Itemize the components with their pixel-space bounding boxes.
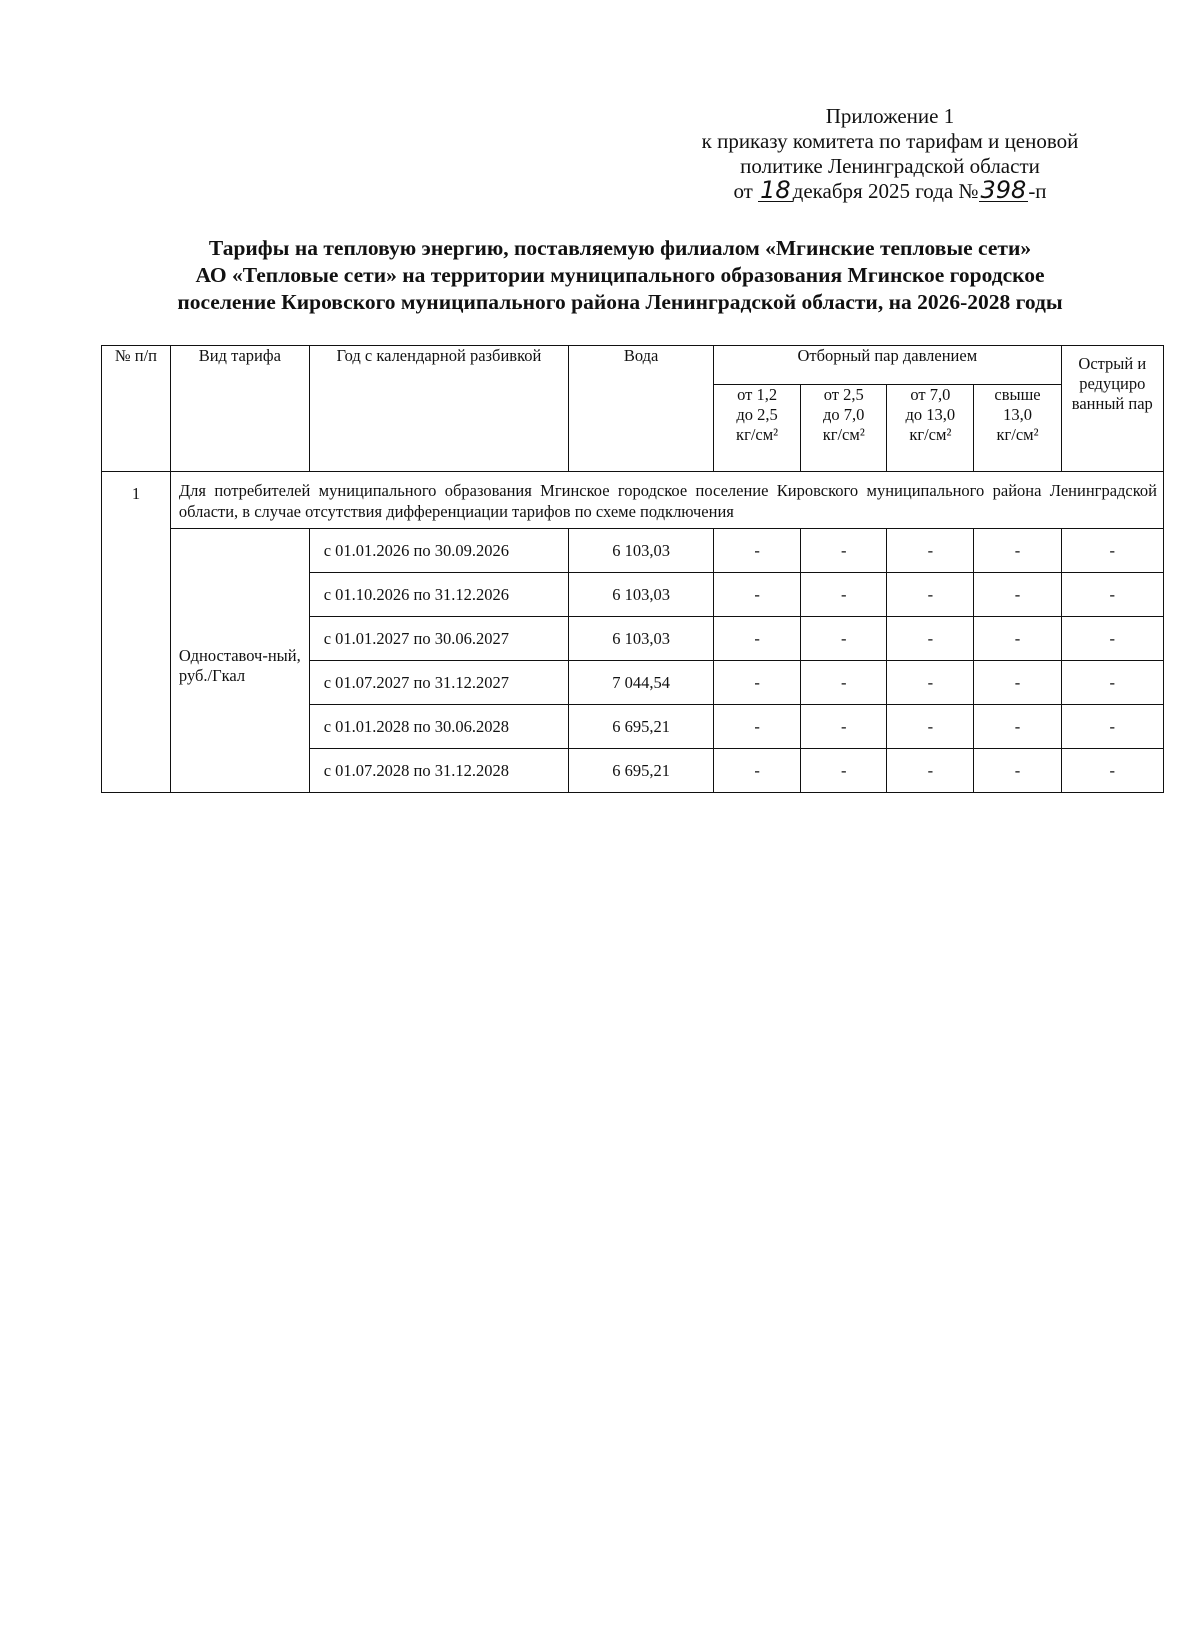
steam-2-value: - xyxy=(801,617,887,661)
water-value: 6 103,03 xyxy=(569,617,714,661)
steam-4-value: - xyxy=(974,529,1061,573)
steam-4-value: - xyxy=(974,749,1061,793)
handwritten-day: 18 xyxy=(760,176,791,204)
steam-1-value: - xyxy=(714,749,801,793)
period-cell: с 01.07.2027 по 31.12.2027 xyxy=(309,661,568,705)
sharp-steam-value: - xyxy=(1061,661,1163,705)
steam-3-value: - xyxy=(887,617,974,661)
table-row xyxy=(102,529,1164,573)
steam-3-line-2: до 13,0 xyxy=(905,405,956,424)
group-number: 1 xyxy=(102,472,171,793)
steam-3-value: - xyxy=(887,661,974,705)
steam-2-line-1: от 2,5 xyxy=(823,385,864,404)
period-cell: с 01.01.2026 по 30.09.2026 xyxy=(309,529,568,573)
steam-1-line-3: кг/см² xyxy=(736,425,779,444)
water-value: 6 695,21 xyxy=(569,705,714,749)
appendix-header xyxy=(640,104,1140,204)
sharp-steam-value: - xyxy=(1061,573,1163,617)
steam-2-line-2: до 7,0 xyxy=(823,405,865,424)
steam-2-value: - xyxy=(801,573,887,617)
water-value: 7 044,54 xyxy=(569,661,714,705)
title-line-1: Тарифы на тепловую энергию, поставляемую филиалом «Мгинские тепловые сети» xyxy=(208,236,1032,260)
water-value: 6 103,03 xyxy=(569,573,714,617)
appendix-date-line xyxy=(640,176,1140,204)
group-description: Для потребителей муниципального образования Мгинское городское поселение Кировского муниципального района Ленинградской области, в случае отсутствия дифференциации тарифов по схеме подключения xyxy=(170,472,1163,529)
steam-1-line-2: до 2,5 xyxy=(736,405,778,424)
steam-4-line-2: 13,0 xyxy=(1003,405,1032,424)
steam-2-value: - xyxy=(801,661,887,705)
water-value: 6 695,21 xyxy=(569,749,714,793)
steam-1-value: - xyxy=(714,617,801,661)
date-rest: декабря 2025 года № xyxy=(792,179,979,203)
steam-4-value: - xyxy=(974,617,1061,661)
title-line-3: поселение Кировского муниципального района Ленинградской области, на 2026-2028 годы xyxy=(177,290,1063,314)
header-year: Год с календарной разбивкой xyxy=(309,346,568,472)
period-cell: с 01.01.2027 по 30.06.2027 xyxy=(309,617,568,661)
steam-2-value: - xyxy=(801,749,887,793)
water-value: 6 103,03 xyxy=(569,529,714,573)
header-steam-2 xyxy=(801,385,887,472)
steam-2-value: - xyxy=(801,529,887,573)
steam-3-line-3: кг/см² xyxy=(909,425,952,444)
steam-4-line-3: кг/см² xyxy=(996,425,1039,444)
date-prefix: от xyxy=(733,179,753,203)
appendix-order-ref: к приказу комитета по тарифам и ценовой xyxy=(701,129,1079,153)
header-steam-4 xyxy=(974,385,1061,472)
steam-1-value: - xyxy=(714,573,801,617)
appendix-title: Приложение 1 xyxy=(825,104,955,128)
period-cell: с 01.07.2028 по 31.12.2028 xyxy=(309,749,568,793)
appendix-committee: политике Ленинградской области xyxy=(740,154,1040,178)
period-cell: с 01.10.2026 по 31.12.2026 xyxy=(309,573,568,617)
steam-2-line-3: кг/см² xyxy=(822,425,865,444)
steam-3-value: - xyxy=(887,573,974,617)
sharp-steam-value: - xyxy=(1061,617,1163,661)
header-steam-1 xyxy=(714,385,801,472)
steam-1-line-1: от 1,2 xyxy=(737,385,778,404)
steam-3-value: - xyxy=(887,705,974,749)
sharp-steam-value: - xyxy=(1061,705,1163,749)
steam-3-value: - xyxy=(887,529,974,573)
steam-3-line-1: от 7,0 xyxy=(910,385,951,404)
steam-4-line-1: свыше xyxy=(994,385,1041,404)
header-num: № п/п xyxy=(102,346,171,472)
header-row xyxy=(102,346,1164,385)
steam-1-value: - xyxy=(714,661,801,705)
handwritten-order-number: 398 xyxy=(980,176,1027,204)
header-steam: Отборный пар давлением xyxy=(714,346,1062,385)
tariff-table xyxy=(101,345,1164,793)
steam-2-value: - xyxy=(801,705,887,749)
header-steam-3 xyxy=(887,385,974,472)
steam-4-value: - xyxy=(974,661,1061,705)
steam-4-value: - xyxy=(974,705,1061,749)
period-cell: с 01.01.2028 по 30.06.2028 xyxy=(309,705,568,749)
title-line-2: АО «Тепловые сети» на территории муниципального образования Мгинское городское xyxy=(195,263,1045,287)
steam-4-value: - xyxy=(974,573,1061,617)
header-sharp-steam: Острый и редуциро ванный пар xyxy=(1061,346,1163,472)
document-title xyxy=(100,235,1140,316)
order-suffix: -п xyxy=(1028,179,1047,203)
sharp-steam-value: - xyxy=(1061,529,1163,573)
steam-1-value: - xyxy=(714,705,801,749)
sharp-steam-value: - xyxy=(1061,749,1163,793)
group-row xyxy=(102,472,1164,529)
steam-1-value: - xyxy=(714,529,801,573)
steam-3-value: - xyxy=(887,749,974,793)
header-water: Вода xyxy=(569,346,714,472)
tariff-type-cell: Одноставоч-ный, руб./Гкал xyxy=(170,529,309,793)
header-tariff-type: Вид тарифа xyxy=(170,346,309,472)
